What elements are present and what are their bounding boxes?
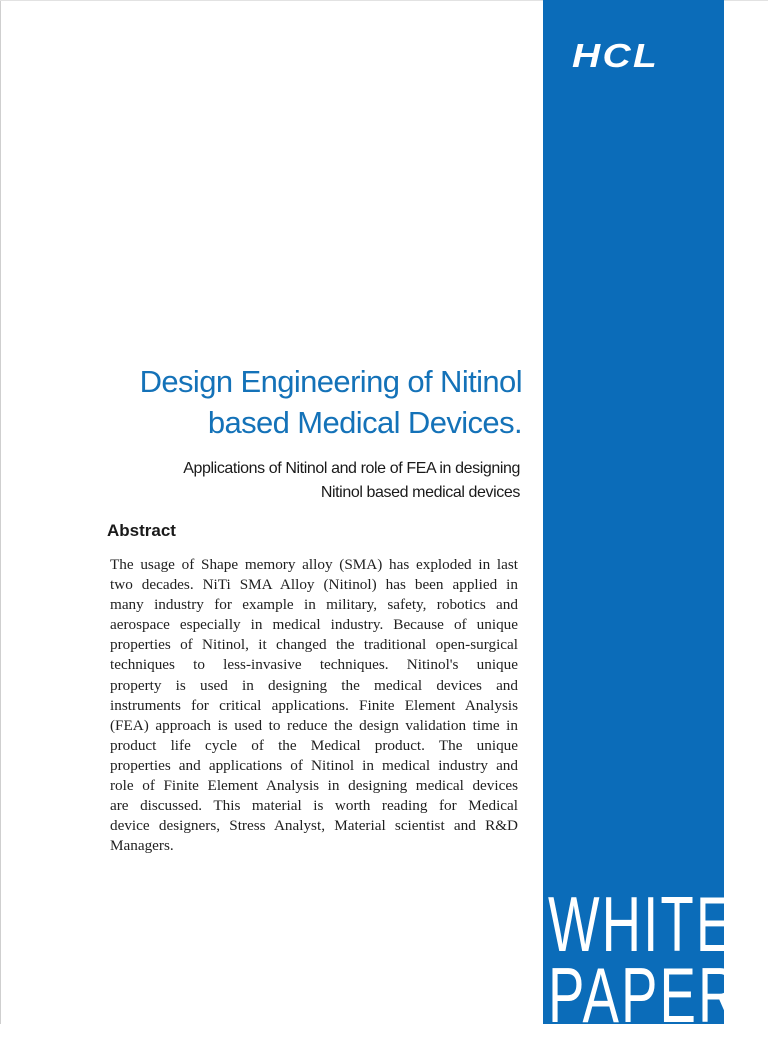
- page-edge-left: [0, 0, 1, 1024]
- hcl-logo: HCL: [572, 37, 660, 74]
- abstract-line: techniques to less-invasive techniques. Nitinol's unique: [110, 656, 518, 674]
- abstract-line: are discussed. This material is worth reading for Medical: [110, 797, 518, 815]
- subtitle-line-2: Nitinol based medical devices: [320, 484, 520, 501]
- abstract-line: many industry for example in military, safety, robotics and: [110, 596, 518, 614]
- abstract-heading: Abstract: [107, 521, 176, 540]
- abstract-line: The usage of Shape memory alloy (SMA) has exploded in last: [110, 556, 518, 573]
- document-title: [110, 361, 522, 443]
- blue-sidebar-band: [543, 0, 724, 1024]
- abstract-line: product life cycle of the Medical product. The unique: [110, 736, 518, 754]
- subtitle-line-1: Applications of Nitinol and role of FEA in designing: [183, 460, 520, 477]
- abstract-line: device designers, Stress Analyst, Material scientist and R&D: [110, 817, 518, 835]
- abstract-line: property is used in designing the medical devices and: [110, 676, 518, 694]
- abstract-line: properties and applications of Nitinol in medical industry and: [110, 756, 518, 774]
- abstract-line: role of Finite Element Analysis in designing medical devices: [110, 777, 518, 795]
- abstract-line: two decades. NiTi SMA Alloy (Nitinol) has been applied in: [110, 576, 518, 594]
- abstract-line: aerospace especially in medical industry. Because of unique: [110, 616, 518, 634]
- document-subtitle: [110, 457, 520, 505]
- abstract-line: Managers.: [110, 837, 174, 855]
- white-paper-label-line-1: WHITE: [548, 880, 735, 968]
- abstract-line: properties of Nitinol, it changed the traditional open-surgical: [110, 636, 518, 654]
- white-paper-label-line-2: PAPER: [548, 951, 740, 1039]
- abstract-line: (FEA) approach is used to reduce the design validation time in: [110, 716, 518, 734]
- abstract-line: instruments for critical applications. Finite Element Analysis: [110, 696, 518, 714]
- title-line-1: Design Engineering of Nitinol: [139, 364, 522, 399]
- title-line-2: based Medical Devices.: [207, 405, 522, 440]
- abstract-body: [110, 555, 518, 856]
